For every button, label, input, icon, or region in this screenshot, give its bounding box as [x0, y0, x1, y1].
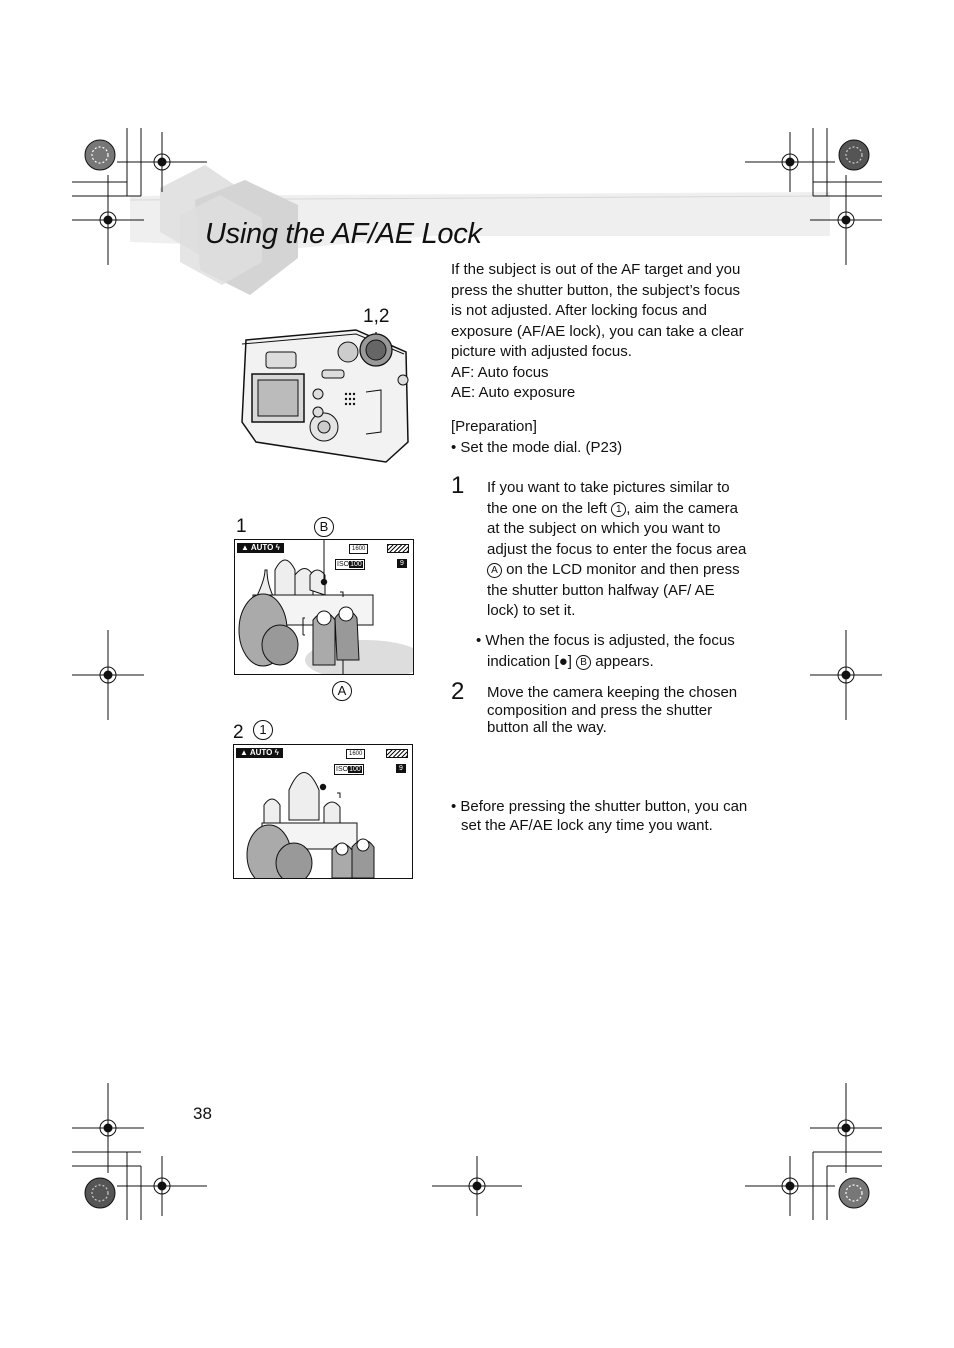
- osd-iso-value: 100: [350, 561, 362, 568]
- screen2-label: 2: [233, 722, 244, 743]
- step-1-number: 1: [451, 472, 465, 499]
- callout-a: A: [332, 681, 352, 701]
- osd-iso: [335, 559, 365, 570]
- intro-paragraph: If the subject is out of the AF target and you press the shutter button, the subject’s focus is not adjusted. After locking focus and exposure (AF/AE lock), you can take a clear picture with adjusted focus.: [451, 261, 744, 360]
- step-1-sub-bullet: [476, 631, 762, 672]
- step-1-text: [487, 478, 749, 622]
- camera-illustration: [236, 322, 416, 467]
- note-bullet: • Before pressing the shutter button, you can set the AF/AE lock any time you want.: [451, 798, 748, 834]
- preparation-heading: [Preparation]: [451, 418, 537, 435]
- osd-iso-value-2: 100: [349, 766, 361, 773]
- step-2-text: Move the camera keeping the chosen composition and press the shutter button all the way.: [487, 684, 738, 736]
- sub-bullet-text-a: • When the focus is adjusted, the focus indication [: [476, 632, 735, 670]
- ae-definition: AE: Auto exposure: [451, 384, 576, 401]
- osd-mode: AUTO: [250, 543, 274, 552]
- osd-battery-icon: [387, 544, 409, 553]
- callout-b: B: [314, 517, 334, 537]
- osd-iso-prefix-2: ISO: [336, 766, 349, 773]
- preparation-section: [451, 417, 751, 458]
- osd-iso-prefix: ISO: [337, 561, 350, 568]
- camera-label: 1,2: [363, 306, 390, 327]
- page-title: Using the AF/AE Lock: [205, 218, 482, 250]
- step-1-text-c: on the LCD monitor and then press the shutter button halfway (AF/ AE lock) to set it.: [487, 561, 740, 619]
- sub-bullet-ref-b: B: [576, 655, 591, 670]
- intro-section: [451, 260, 751, 404]
- osd-mode-badge: ▲ AUTO ϟ: [237, 543, 284, 553]
- af-definition: AF: Auto focus: [451, 363, 549, 381]
- osd-mode-2: AUTO: [249, 748, 273, 757]
- step-2-number: 2: [451, 678, 465, 705]
- osd-battery-icon-2: [386, 749, 408, 758]
- osd-iso-2: [334, 764, 364, 775]
- screen1-label: 1: [236, 516, 247, 537]
- step-1-ref-1: 1: [611, 502, 626, 517]
- osd-mode-badge-2: ▲ AUTO ϟ: [236, 748, 283, 758]
- lcd-screen-1: [234, 539, 414, 675]
- sub-bullet-text-b: ]: [567, 652, 572, 670]
- lcd-scene-2: [234, 745, 412, 878]
- osd-resolution-2: 1600: [346, 749, 365, 759]
- step-1-text-b: , aim the camera at the subject on which you want to adjust the focus to enter the focus area: [487, 499, 747, 558]
- step-1-text-a: If you want to take pictures similar to the one on the left: [487, 479, 730, 517]
- osd-shots-2: 9: [396, 764, 406, 773]
- page-number: 38: [193, 1104, 212, 1123]
- preparation-bullet: • Set the mode dial. (P23): [451, 438, 623, 456]
- lcd-scene-1: [235, 540, 413, 674]
- osd-resolution: 1600: [349, 544, 368, 554]
- osd-shots: 9: [397, 559, 407, 568]
- focus-indicator-symbol: ●: [558, 652, 568, 670]
- sub-bullet-text-c: appears.: [591, 652, 654, 670]
- lcd-screen-2: [233, 744, 413, 879]
- screen2-ref: 1: [253, 720, 273, 740]
- step-1-ref-a: A: [487, 563, 502, 578]
